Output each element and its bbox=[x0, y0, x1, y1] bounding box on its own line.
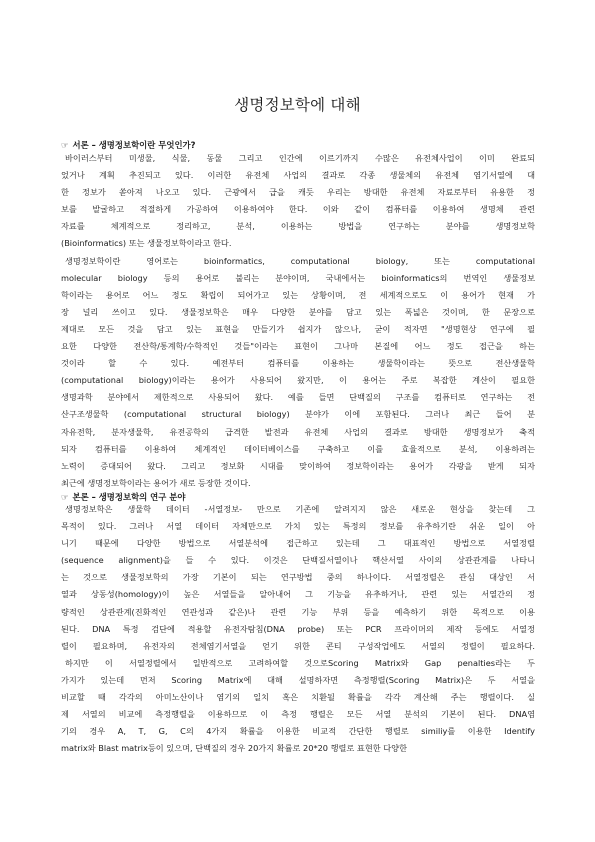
text-line: 가지가 있는데 먼저 Scoring Matrix에 대해 설명하자면 측정행렬(Scoring Matrix)은 두 서열을 bbox=[61, 674, 535, 685]
text-line: 산구조생물학 (computational structural biology) 분야가 이에 포함된다. 그러나 최근 들어 분 bbox=[61, 409, 535, 420]
text-line: 하지만 이 서열정렬에서 일반적으로 고려하여할 것으로Scoring Matrix와 Gap penalties라는 두 bbox=[65, 657, 535, 668]
text-line: 생명과학 분야에서 제한적으로 사용되어 왔다. 예를 들면 단백질의 구조를 컴퓨터로 연구하는 전 bbox=[61, 392, 535, 403]
section-body-main bbox=[61, 501, 535, 757]
text-line: molecular biology 등의 용어로 불리는 분야이며, 국내에서는 bioinformatics의 번역인 생물정보 bbox=[61, 272, 535, 283]
text-line: matrix와 Blast matrix등이 있으며, 단백질의 경우 20가지 확률로 20*20 행렬로 표현한 다양한 bbox=[61, 743, 407, 754]
text-line: 량적인 상관관계(진화적인 연관성과 같은)나 관련 기능 부위 등을 예측하기 위한 목적으로 이용 bbox=[61, 606, 535, 617]
text-line: 보를 발굴하고 적절하게 가공하여 이용하여야 한다. 이와 같이 컴퓨터를 이용하여 생명체 관련 bbox=[61, 204, 535, 215]
section-heading-text: 서론 – 생명정보학이란 무엇인가? bbox=[72, 140, 196, 150]
text-line: 노력이 증대되어 왔다. 그리고 정보화 시대를 맞이하여 정보학이라는 용어가 각광을 받게 되자 bbox=[61, 460, 535, 471]
text-line: 최근에 생명정보학이라는 용어가 새로 등장한 것이다. bbox=[61, 477, 251, 488]
text-line: (Bioinformatics) 또는 생물정보학이라고 한다. bbox=[61, 238, 232, 249]
text-line: (sequence alignment)을 들 수 있다. 이것은 단백질서열이나 핵산서열 사이의 상관관계를 나타니 bbox=[61, 555, 535, 566]
pointing-hand-icon: ☞ bbox=[61, 492, 69, 502]
text-line: 요한 다양한 전산학/통계학/수학적인 것들"이라는 표현이 그나마 본질에 어느 정도 접근을 하는 bbox=[61, 341, 535, 352]
document-title: 생명정보학에 대해 bbox=[234, 96, 361, 114]
text-line: 되자 컴퓨터를 이용하여 체계적인 데이터베이스를 구축하고 이를 효율적으로 분석, 이용하려는 bbox=[61, 443, 535, 454]
text-line: (computational biology)이라는 용어가 사용되어 왔지만, 이 용어는 주로 복잡한 계산이 필요한 bbox=[61, 375, 535, 386]
text-line: 생명정보학이란 영어로는 bioinformatics, computational biology, 또는 computational bbox=[65, 255, 535, 266]
text-line: 된다. DNA 특정 검단에 적용할 유전자탐침(DNA probe) 또는 PCR 프라이머의 제작 등에도 서열정 bbox=[61, 623, 535, 634]
text-line: 장 널리 쓰이고 있다. 생물정보학은 매우 다양한 분야를 담고 있는 폭넓은 것이며, 한 문장으로 bbox=[61, 306, 535, 317]
text-line: 기의 경우 A, T, G, C의 4가지 확률을 이용한 비교적 간단한 행렬로 similiy를 이용한 Identify bbox=[61, 726, 535, 737]
text-line: 생명정보학은 생물학 데이터 -서열정보- 만으로 기존에 알려지지 않은 새로운 현상을 찾는데 그 bbox=[65, 504, 535, 514]
section-heading-text: 본론 – 생명정보학의 연구 분야 bbox=[72, 492, 186, 502]
text-line: 제 서열의 비교에 측정행렬을 이용하므로 이 측정 행렬은 모든 서열 분석의 기본이 된다. DNA염 bbox=[61, 709, 535, 720]
text-line: 었거나 계획 추진되고 있다. 이러한 유전체 사업의 결과로 각종 생물체의 유전체 염기서열에 대 bbox=[61, 170, 535, 181]
text-line: 것이라 할 수 있다. 예전부터 컴퓨터를 이용하는 생물학이라는 뜻으로 전산생물학 bbox=[61, 358, 535, 369]
text-line: 는 것으로 생물정보학의 가장 기본이 되는 연구방법 중의 하나이다. 서열정렬은 관심 대상인 서 bbox=[61, 572, 535, 583]
text-line: 자료를 체계적으로 정리하고, 분석, 이용하는 방법을 연구하는 분야를 생명정보학 bbox=[61, 221, 535, 232]
text-line: 목적이 있다. 그러나 서열 데이터 자체만으로 가치 있는 특정의 정보를 유추하기란 쉬운 일이 아 bbox=[61, 521, 535, 532]
text-line: 열과 상동성(homology)이 높은 서열들을 알아내어 그 기능을 유추하거나, 관련 있는 서열간의 정 bbox=[61, 589, 535, 600]
text-line: 바이러스부터 미생물, 식물, 동물 그리고 인간에 이르기까지 수많은 유전체사업이 이미 완료되 bbox=[65, 153, 535, 163]
pointing-hand-icon: ☞ bbox=[61, 140, 69, 150]
text-line: 니기 때문에 다양한 방법으로 서열분석에 접근하고 있는데 그 대표적인 방법으로 서열정렬 bbox=[61, 538, 535, 549]
text-line: 비교할 때 각각의 아미노산이나 염기의 일치 혹은 치환될 확률을 각각 계산해 주는 행렬이다. 실 bbox=[61, 692, 535, 703]
text-line: 학이라는 용어로 어느 정도 확립이 되어가고 있는 상황이며, 전 세계적으로도 이 용어가 현재 가 bbox=[61, 289, 535, 300]
text-line: 한 정보가 쏟아져 나오고 있다. 근광에서 급을 캐듯 우리는 방대한 유전체 자료로부터 유용한 정 bbox=[61, 187, 535, 198]
section-body-intro bbox=[61, 150, 535, 492]
text-line: 자유전학, 분자생물학, 유전공학의 급격한 발전과 유전체 사업의 결과로 방대한 생명정보가 축적 bbox=[61, 426, 535, 437]
text-line: 렬이 필요하며, 유전자의 전체염기서열을 얻기 위한 콘티 구성작업에도 서열의 정렬이 필요하다. bbox=[61, 640, 535, 651]
text-line: 제대로 모든 것을 담고 있는 표현을 만들기가 쉽지가 않으나, 굳이 적자면 "생명현상 연구에 필 bbox=[61, 323, 535, 334]
